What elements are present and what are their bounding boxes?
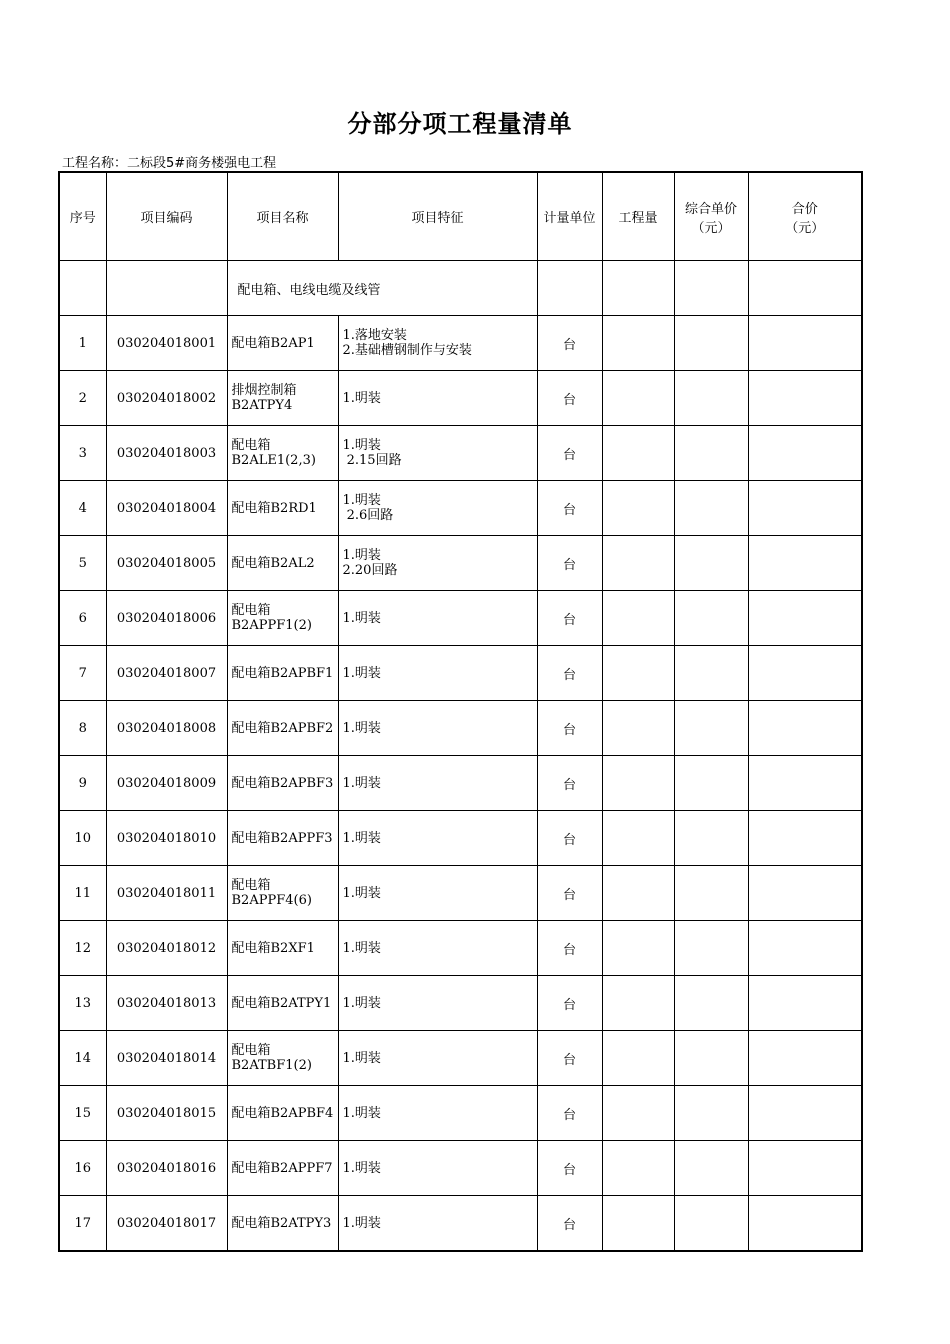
item-total-price (748, 646, 862, 701)
item-code: 030204018008 (106, 701, 227, 756)
header-total-price (748, 172, 862, 261)
item-code: 030204018003 (106, 426, 227, 481)
item-unit-price (674, 1196, 748, 1252)
item-unit-price (674, 371, 748, 426)
item-feature (338, 1031, 537, 1086)
item-name (227, 1031, 338, 1086)
item-total-price (748, 426, 862, 481)
row-number: 9 (59, 756, 106, 811)
item-quantity (602, 591, 674, 646)
item-total-price (748, 1031, 862, 1086)
item-unit: 台 (537, 811, 602, 866)
item-feature-line: 1.明装 (342, 885, 381, 901)
item-feature-line: 2.基础槽钢制作与安装 (342, 343, 472, 358)
header-quantity: 工程量 (602, 172, 674, 261)
bill-of-quantities-table (58, 171, 863, 1252)
header-total-price-line1: 合价 (791, 201, 818, 217)
item-quantity (602, 976, 674, 1031)
item-feature (338, 1086, 537, 1141)
item-total-price (748, 316, 862, 371)
item-total-price (748, 481, 862, 536)
item-name-line: B2ATPY4 (231, 398, 293, 413)
item-unit-price (674, 976, 748, 1031)
row-number: 7 (59, 646, 106, 701)
item-feature (338, 426, 537, 481)
header-row (59, 172, 862, 261)
item-name (227, 1141, 338, 1196)
row-number: 14 (59, 1031, 106, 1086)
item-unit: 台 (537, 371, 602, 426)
table-row (59, 1086, 862, 1141)
item-feature-line: 1.明装 (342, 1105, 381, 1121)
item-code: 030204018014 (106, 1031, 227, 1086)
item-feature (338, 646, 537, 701)
item-name-line: 配电箱B2APBF4 (231, 1105, 334, 1121)
section-row (59, 261, 862, 316)
item-name (227, 921, 338, 976)
row-number: 15 (59, 1086, 106, 1141)
section-unit-cell (537, 261, 602, 316)
item-name (227, 1086, 338, 1141)
row-number: 13 (59, 976, 106, 1031)
table-row (59, 646, 862, 701)
item-feature-line: 1.明装 (342, 995, 381, 1011)
table-row (59, 701, 862, 756)
item-quantity (602, 1141, 674, 1196)
item-name-line: 配电箱B2APPF3 (231, 830, 333, 846)
item-feature-line: 1.明装 (342, 438, 381, 453)
item-feature-line: 1.明装 (342, 493, 381, 508)
table-row (59, 426, 862, 481)
item-unit: 台 (537, 591, 602, 646)
item-name-line: 配电箱 (231, 603, 271, 618)
item-code: 030204018007 (106, 646, 227, 701)
item-name-line: 配电箱B2APPF7 (231, 1160, 333, 1176)
item-feature-line: 1.落地安装 (342, 328, 407, 343)
table-row (59, 1141, 862, 1196)
item-unit: 台 (537, 921, 602, 976)
item-feature-line: 1.明装 (342, 1215, 381, 1231)
item-feature (338, 811, 537, 866)
table-row (59, 481, 862, 536)
item-unit: 台 (537, 866, 602, 921)
item-feature-line: 1.明装 (342, 665, 381, 681)
item-quantity (602, 646, 674, 701)
header-unit-price-line2: （元） (691, 220, 731, 236)
table-row (59, 976, 862, 1031)
section-code-cell (106, 261, 227, 316)
row-number: 12 (59, 921, 106, 976)
item-feature (338, 1141, 537, 1196)
item-feature-line: 2.20回路 (342, 563, 398, 578)
item-name-line: 排烟控制箱 (231, 383, 297, 398)
item-name-line: 配电箱B2APBF3 (231, 775, 334, 791)
item-unit: 台 (537, 701, 602, 756)
item-unit: 台 (537, 1196, 602, 1252)
section-total-price-cell (748, 261, 862, 316)
item-total-price (748, 921, 862, 976)
table-row (59, 866, 862, 921)
item-name (227, 591, 338, 646)
table-row (59, 316, 862, 371)
item-unit: 台 (537, 481, 602, 536)
item-name-line: 配电箱 (231, 438, 271, 453)
item-feature-line: 1.明装 (342, 1050, 381, 1066)
item-quantity (602, 701, 674, 756)
item-quantity (602, 1196, 674, 1252)
section-unit-price-cell (674, 261, 748, 316)
row-number: 6 (59, 591, 106, 646)
item-unit-price (674, 646, 748, 701)
item-unit: 台 (537, 426, 602, 481)
item-feature-line: 1.明装 (342, 775, 381, 791)
item-name-line: 配电箱B2ATPY3 (231, 1215, 332, 1231)
table-row (59, 921, 862, 976)
header-total-price-line2: （元） (785, 220, 825, 236)
item-unit: 台 (537, 756, 602, 811)
item-feature-line: 1.明装 (342, 1160, 381, 1176)
item-unit: 台 (537, 646, 602, 701)
table-row (59, 536, 862, 591)
item-name-line: 配电箱B2APBF2 (231, 720, 334, 736)
item-feature (338, 756, 537, 811)
row-number: 2 (59, 371, 106, 426)
item-code: 030204018006 (106, 591, 227, 646)
item-code: 030204018002 (106, 371, 227, 426)
item-quantity (602, 316, 674, 371)
item-code: 030204018015 (106, 1086, 227, 1141)
item-unit-price (674, 536, 748, 591)
item-total-price (748, 866, 862, 921)
item-name (227, 866, 338, 921)
item-unit-price (674, 591, 748, 646)
item-quantity (602, 1031, 674, 1086)
row-number: 3 (59, 426, 106, 481)
item-unit: 台 (537, 1086, 602, 1141)
item-feature (338, 481, 537, 536)
item-feature-line: 1.明装 (342, 940, 381, 956)
row-number: 10 (59, 811, 106, 866)
item-feature-line: 1.明装 (342, 548, 381, 563)
item-unit-price (674, 316, 748, 371)
item-name-line: 配电箱B2APBF1 (231, 665, 334, 681)
item-unit-price (674, 756, 748, 811)
table-row (59, 1031, 862, 1086)
item-name-line: B2APPF1(2) (231, 618, 312, 633)
row-number: 1 (59, 316, 106, 371)
item-name (227, 536, 338, 591)
item-feature (338, 591, 537, 646)
item-name-line: 配电箱B2AP1 (231, 335, 315, 351)
item-name-line: 配电箱B2AL2 (231, 555, 315, 571)
item-unit-price (674, 866, 748, 921)
section-quantity-cell (602, 261, 674, 316)
row-number: 4 (59, 481, 106, 536)
item-name (227, 371, 338, 426)
item-feature (338, 316, 537, 371)
item-code: 030204018010 (106, 811, 227, 866)
row-number: 5 (59, 536, 106, 591)
item-name-line: B2ATBF1(2) (231, 1058, 312, 1073)
item-unit: 台 (537, 976, 602, 1031)
item-total-price (748, 1196, 862, 1252)
item-code: 030204018012 (106, 921, 227, 976)
item-code: 030204018011 (106, 866, 227, 921)
table-row (59, 371, 862, 426)
page-title: 分部分项工程量清单 (347, 110, 573, 138)
item-total-price (748, 1141, 862, 1196)
item-unit: 台 (537, 316, 602, 371)
project-name: 工程名称：二标段5#商务楼强电工程 (62, 156, 277, 171)
item-total-price (748, 976, 862, 1031)
item-name-line: 配电箱B2ATPY1 (231, 995, 332, 1011)
item-feature (338, 536, 537, 591)
item-feature-line: 1.明装 (342, 720, 381, 736)
item-quantity (602, 371, 674, 426)
table-row (59, 591, 862, 646)
item-name (227, 811, 338, 866)
item-feature-line: 2.15回路 (342, 453, 402, 468)
item-code: 030204018001 (106, 316, 227, 371)
item-quantity (602, 921, 674, 976)
item-name-line: 配电箱B2XF1 (231, 940, 315, 956)
section-title: 配电箱、电线电缆及线管 (227, 261, 537, 316)
item-unit: 台 (537, 536, 602, 591)
item-name (227, 426, 338, 481)
item-unit-price (674, 1141, 748, 1196)
table-row (59, 756, 862, 811)
item-unit: 台 (537, 1141, 602, 1196)
section-no-cell (59, 261, 106, 316)
item-code: 030204018009 (106, 756, 227, 811)
header-unit-price-line1: 综合单价 (684, 201, 737, 217)
item-feature (338, 1196, 537, 1252)
header-no: 序号 (59, 172, 106, 261)
header-unit: 计量单位 (537, 172, 602, 261)
item-name-line: 配电箱B2RD1 (231, 500, 317, 516)
item-unit-price (674, 426, 748, 481)
item-quantity (602, 811, 674, 866)
item-code: 030204018017 (106, 1196, 227, 1252)
item-name (227, 646, 338, 701)
header-feature: 项目特征 (338, 172, 537, 261)
item-name (227, 976, 338, 1031)
item-code: 030204018013 (106, 976, 227, 1031)
table-row (59, 1196, 862, 1252)
item-feature-line: 1.明装 (342, 610, 381, 626)
item-total-price (748, 756, 862, 811)
item-quantity (602, 481, 674, 536)
item-quantity (602, 536, 674, 591)
item-name-line: B2APPF4(6) (231, 893, 312, 908)
item-feature (338, 866, 537, 921)
item-code: 030204018005 (106, 536, 227, 591)
item-quantity (602, 426, 674, 481)
item-feature (338, 976, 537, 1031)
item-name (227, 1196, 338, 1252)
item-name (227, 756, 338, 811)
item-name (227, 316, 338, 371)
item-total-price (748, 1086, 862, 1141)
item-feature-line: 2.6回路 (342, 508, 394, 523)
item-name-line: 配电箱 (231, 878, 271, 893)
table-row (59, 811, 862, 866)
row-number: 17 (59, 1196, 106, 1252)
header-name: 项目名称 (227, 172, 338, 261)
item-feature (338, 371, 537, 426)
item-total-price (748, 701, 862, 756)
item-quantity (602, 866, 674, 921)
item-unit-price (674, 701, 748, 756)
item-unit-price (674, 1031, 748, 1086)
header-code: 项目编码 (106, 172, 227, 261)
item-name-line: 配电箱 (231, 1043, 271, 1058)
item-name (227, 481, 338, 536)
item-feature-line: 1.明装 (342, 830, 381, 846)
item-unit-price (674, 921, 748, 976)
item-unit-price (674, 1086, 748, 1141)
item-total-price (748, 591, 862, 646)
item-unit: 台 (537, 1031, 602, 1086)
item-feature-line: 1.明装 (342, 390, 381, 406)
item-quantity (602, 1086, 674, 1141)
item-total-price (748, 811, 862, 866)
item-unit-price (674, 811, 748, 866)
item-name (227, 701, 338, 756)
item-feature (338, 921, 537, 976)
item-code: 030204018004 (106, 481, 227, 536)
item-feature (338, 701, 537, 756)
item-name-line: B2ALE1(2,3) (231, 453, 316, 468)
item-unit-price (674, 481, 748, 536)
item-total-price (748, 536, 862, 591)
row-number: 11 (59, 866, 106, 921)
item-quantity (602, 756, 674, 811)
row-number: 16 (59, 1141, 106, 1196)
item-total-price (748, 371, 862, 426)
header-unit-price (674, 172, 748, 261)
item-code: 030204018016 (106, 1141, 227, 1196)
row-number: 8 (59, 701, 106, 756)
